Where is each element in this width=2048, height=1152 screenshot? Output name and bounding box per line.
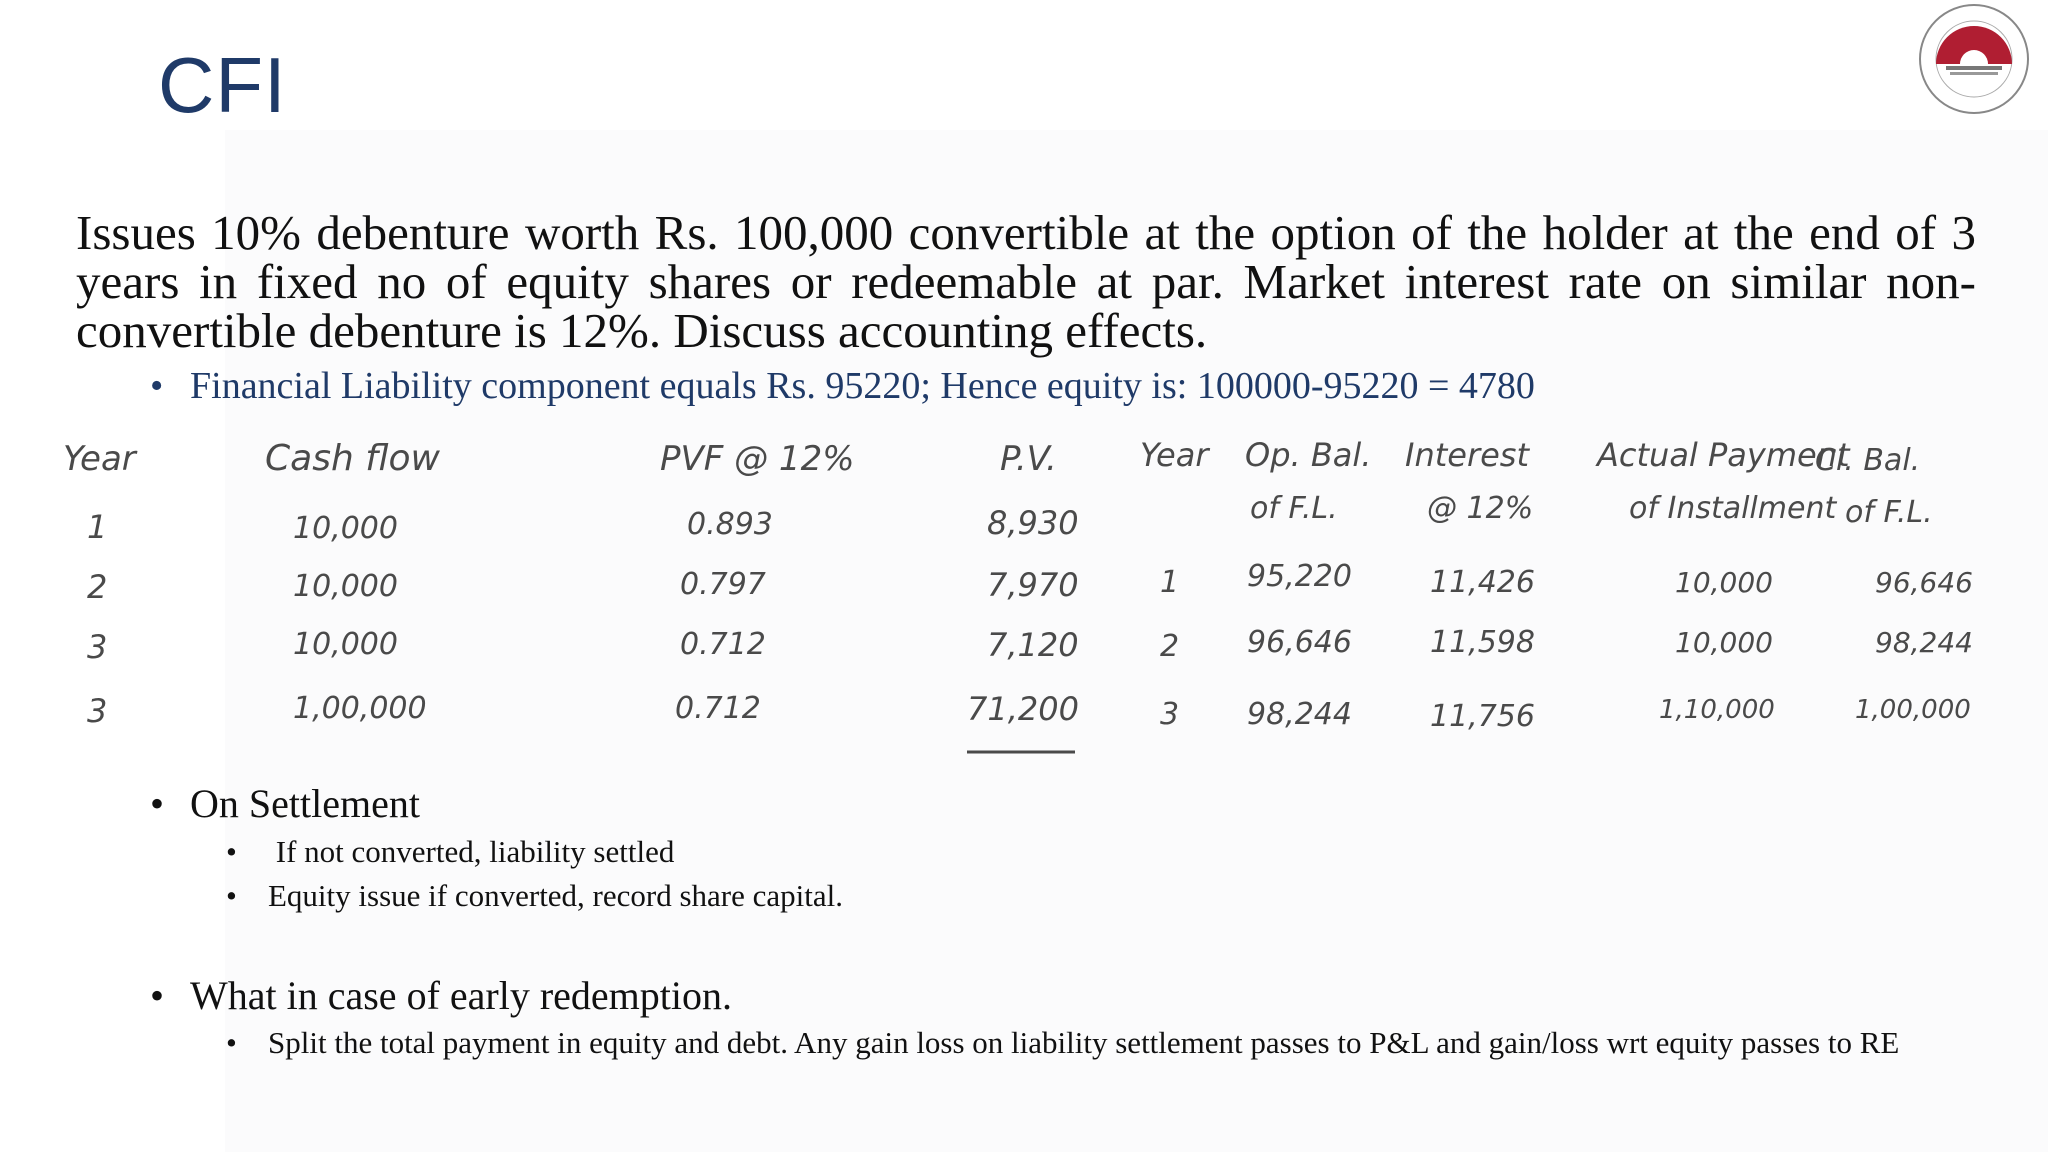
- early-redemption-heading: [150, 972, 732, 1019]
- amort-header-interest-2: @ 12%: [1427, 491, 1534, 526]
- amort-cell: 10,000: [1675, 626, 1773, 659]
- pv-cell: 7,120: [987, 626, 1079, 664]
- settlement-item-text: Equity issue if converted, record share capital.: [268, 878, 843, 913]
- bullet: •: [150, 365, 164, 407]
- amort-cell: 3: [1160, 697, 1180, 732]
- pv-header-year: Year: [63, 439, 136, 479]
- bullet: •: [150, 781, 165, 826]
- amort-cell: 11,598: [1430, 625, 1535, 660]
- pv-cell: 2: [87, 568, 108, 606]
- amort-header-clbal: Cl. Bal.: [1815, 443, 1921, 478]
- institute-seal-logo: [1906, 2, 2042, 116]
- amort-header-payment: Actual Payment: [1597, 436, 1850, 474]
- bullet: •: [226, 834, 237, 869]
- pv-cell: 0.893: [687, 507, 773, 542]
- amort-cell: 1: [1160, 565, 1180, 600]
- pv-cell: 0.797: [680, 567, 766, 602]
- settlement-item-text: If not converted, liability settled: [268, 834, 675, 869]
- pv-header-cashflow: Cash flow: [265, 438, 440, 479]
- pv-header-pv: P.V.: [1000, 439, 1057, 479]
- amort-cell: 98,244: [1247, 697, 1352, 732]
- amort-cell: 2: [1160, 629, 1180, 664]
- answer-line: [150, 364, 2000, 408]
- handwritten-tables: [55, 430, 2005, 770]
- amort-header-opbal: Op. Bal.: [1245, 436, 1372, 474]
- pv-header-pvf: PVF @ 12%: [660, 439, 855, 479]
- pv-cell: 8,930: [987, 504, 1079, 542]
- slide-title: CFI: [158, 41, 287, 129]
- amort-cell: 96,646: [1875, 566, 1973, 599]
- settlement-item: [226, 834, 674, 870]
- amort-cell: 1,00,000: [1855, 695, 1971, 725]
- amort-header-payment-2: of Installment: [1629, 491, 1837, 526]
- pv-cell: 1: [87, 508, 108, 546]
- amort-header-clbal-2: of F.L.: [1845, 495, 1933, 530]
- pv-cell: 10,000: [293, 511, 398, 546]
- pv-cell: 71,200: [967, 690, 1079, 728]
- bullet: •: [226, 878, 237, 913]
- pv-cell: 0.712: [680, 627, 766, 662]
- early-redemption-heading-text: What in case of early redemption.: [190, 973, 732, 1018]
- amort-cell: 11,756: [1430, 699, 1535, 734]
- settlement-heading-text: On Settlement: [190, 781, 420, 826]
- amort-cell: 11,426: [1430, 565, 1535, 600]
- early-redemption-item: [226, 1026, 1978, 1060]
- amort-header-opbal-2: of F.L.: [1250, 491, 1338, 526]
- bullet: •: [226, 1025, 237, 1060]
- amort-header-year: Year: [1140, 436, 1209, 474]
- amort-cell: 98,244: [1875, 626, 1973, 659]
- pv-cell: 3: [87, 628, 108, 666]
- settlement-heading: [150, 780, 420, 827]
- pv-cell: 10,000: [293, 627, 398, 662]
- pv-cell: 1,00,000: [293, 691, 427, 726]
- pv-cell: 7,970: [987, 566, 1079, 604]
- bullet: •: [150, 973, 165, 1018]
- amort-cell: 1,10,000: [1659, 695, 1775, 725]
- settlement-item: [226, 878, 843, 914]
- answer-text: Financial Liability component equals Rs. 95220; Hence equity is: 100000-95220 = 4780: [190, 365, 1535, 407]
- amort-cell: 96,646: [1247, 625, 1352, 660]
- pv-cell: 3: [87, 692, 108, 730]
- pv-cell: 0.712: [675, 691, 761, 726]
- problem-statement: Issues 10% debenture worth Rs. 100,000 convertible at the option of the holder at the end of 3 years in fixed no of equity shares or redeemable at par. Market interest rate on similar non- convertible debenture is 12%. Discuss accounting effects.: [76, 205, 1976, 358]
- amort-cell: 10,000: [1675, 566, 1773, 599]
- early-redemption-item-text: Split the total payment in equity and debt. Any gain loss on liability settlement passes to P&L and gain/loss wrt equity passes to RE: [268, 1025, 1900, 1060]
- amort-header-interest: Interest: [1405, 436, 1530, 474]
- pv-cell: 10,000: [293, 569, 398, 604]
- amort-cell: 95,220: [1247, 559, 1352, 594]
